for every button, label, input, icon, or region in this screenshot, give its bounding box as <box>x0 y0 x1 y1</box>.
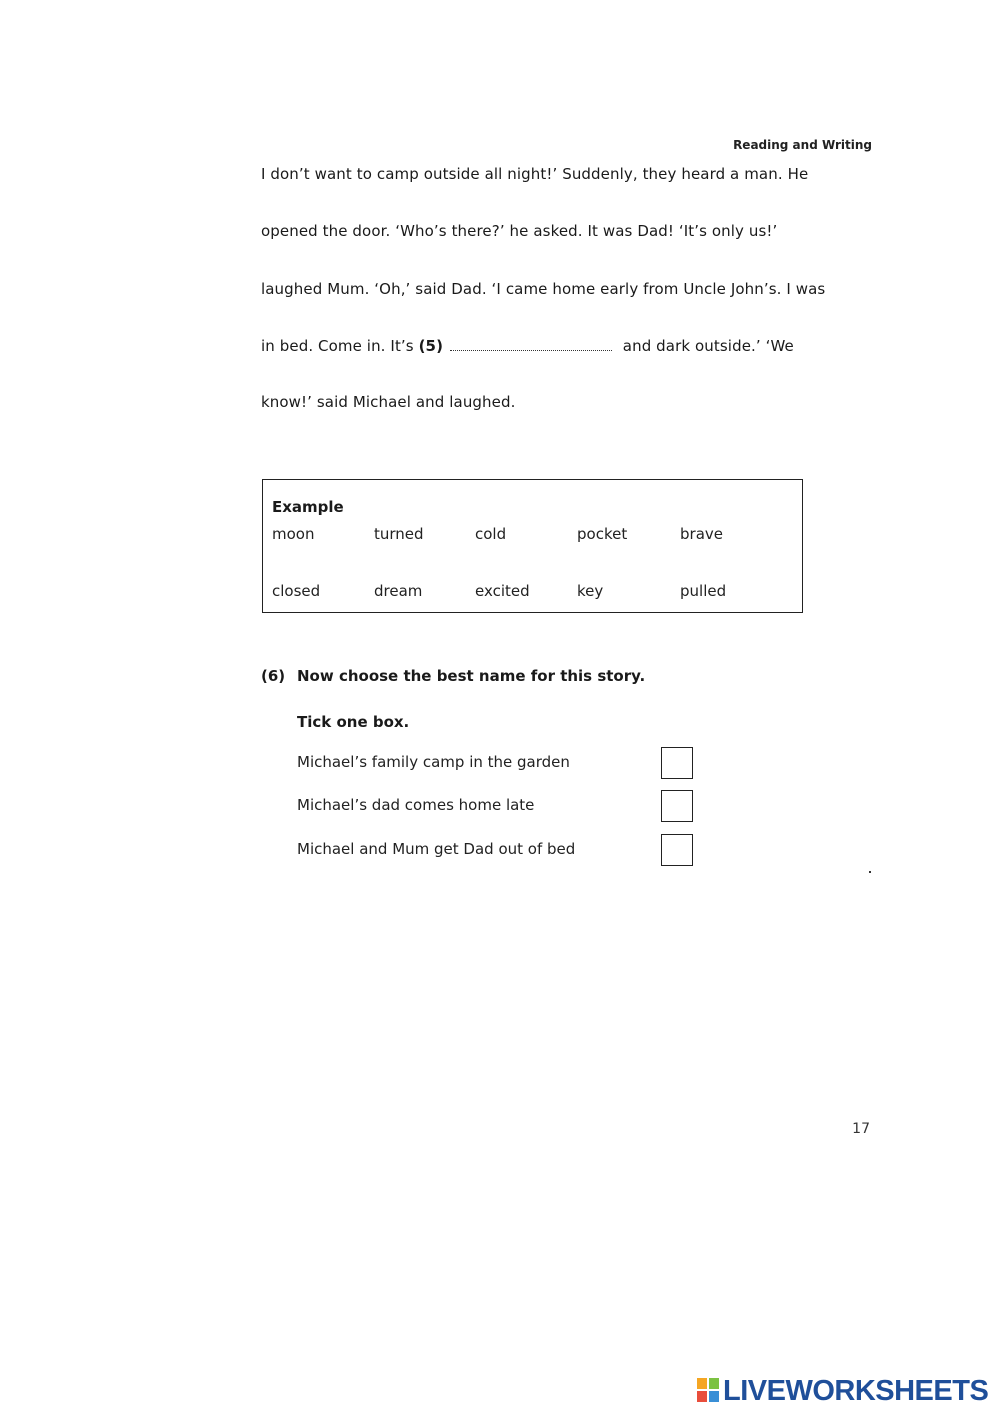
option-label-2: Michael’s dad comes home late <box>297 796 535 814</box>
story-line-5: know!’ said Michael and laughed. <box>261 393 516 411</box>
word: brave <box>680 525 723 543</box>
story-line-3: laughed Mum. ‘Oh,’ said Dad. ‘I came home early from Uncle John’s. I was <box>261 280 826 298</box>
section-title: Reading and Writing <box>733 138 872 152</box>
word-row-2 <box>272 582 792 602</box>
option-label-1: Michael’s family camp in the garden <box>297 753 570 771</box>
gap-answer-field[interactable] <box>450 336 612 351</box>
tick-box-2[interactable] <box>661 790 693 822</box>
word: closed <box>272 582 321 600</box>
story-line-4-start: in bed. Come in. It’s <box>261 337 414 355</box>
word: dream <box>374 582 423 600</box>
word: excited <box>475 582 530 600</box>
question-text: Now choose the best name for this story. <box>297 667 646 685</box>
option-label-3: Michael and Mum get Dad out of bed <box>297 840 576 858</box>
brand-name: LIVEWORKSHEETS <box>723 1374 989 1407</box>
story-line-2: opened the door. ‘Who’s there?’ he asked. It was Dad! ‘It’s only us!’ <box>261 222 778 240</box>
gap-number: (5) <box>418 337 444 355</box>
word: turned <box>374 525 424 543</box>
tick-box-3[interactable] <box>661 834 693 866</box>
word-row-1 <box>272 525 792 545</box>
question-6 <box>261 667 645 685</box>
liveworksheets-logo-icon <box>697 1378 721 1404</box>
word: pulled <box>680 582 727 600</box>
word-box-title: Example <box>272 498 344 516</box>
stray-dot <box>869 871 871 873</box>
story-line-4-end: and dark outside.’ ‘We <box>622 337 794 355</box>
story-line-1: I don’t want to camp outside all night!’ Suddenly, they heard a man. He <box>261 165 809 183</box>
question-number: (6) <box>261 667 286 685</box>
tick-box-1[interactable] <box>661 747 693 779</box>
instruction: Tick one box. <box>297 713 410 731</box>
word: moon <box>272 525 315 543</box>
page-number: 17 <box>852 1121 870 1137</box>
word-box <box>262 479 803 613</box>
word: pocket <box>577 525 628 543</box>
story-line-4 <box>261 336 794 355</box>
liveworksheets-logo <box>697 1374 988 1408</box>
word: cold <box>475 525 507 543</box>
word: key <box>577 582 604 600</box>
